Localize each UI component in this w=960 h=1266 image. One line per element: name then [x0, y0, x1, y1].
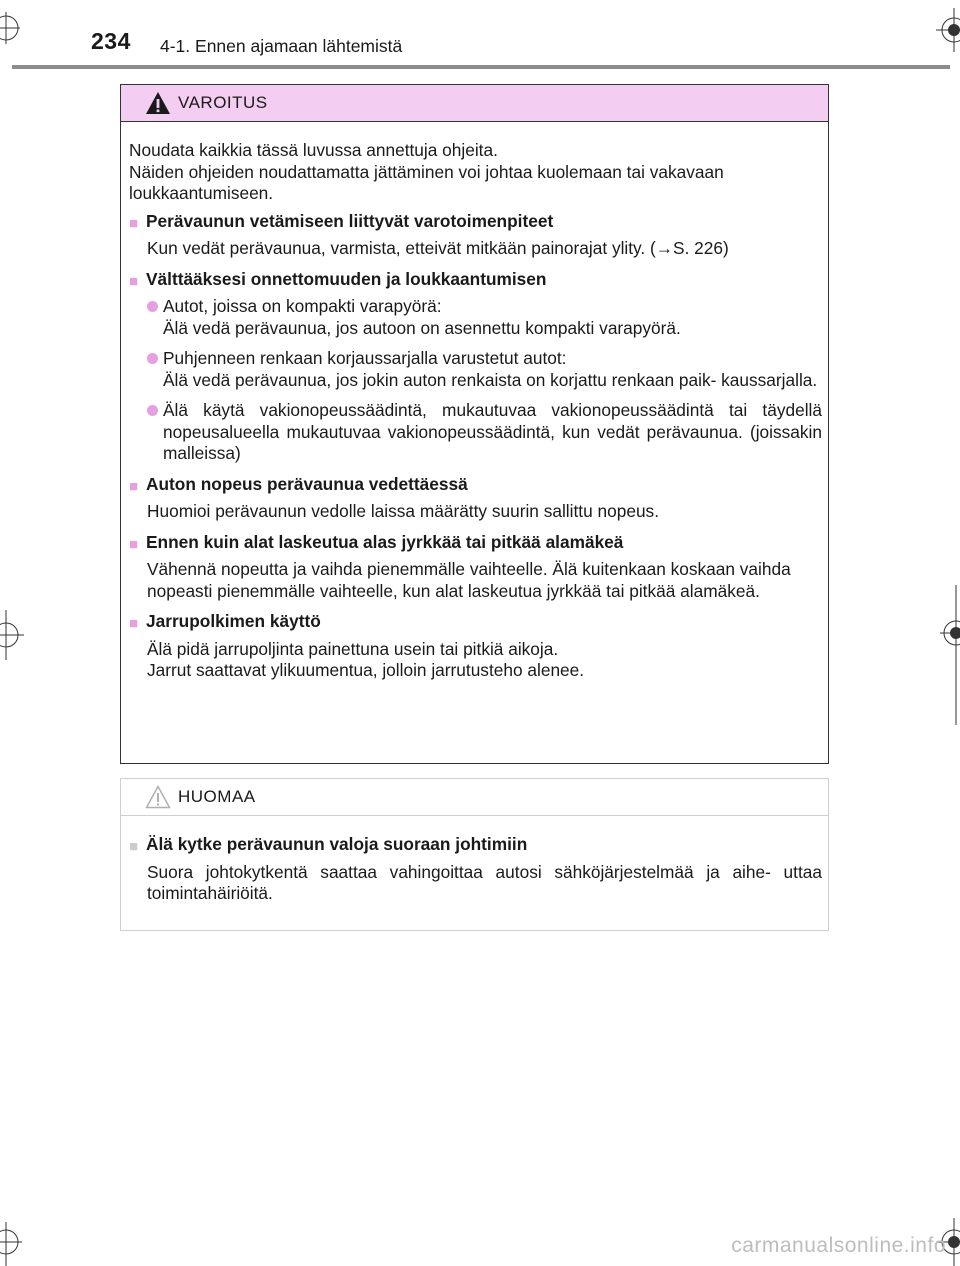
list-item: Älä käytä vakionopeussäädintä, mukautuvaa vakionopeussäädintä tai täydellä nopeusalueella mukautuvaa vakionopeussäädintä, kun vedät perävaunua. (joissakin malleissa) [129, 400, 822, 465]
warning-header [121, 85, 828, 122]
header-rule [12, 65, 950, 69]
crop-mark-bottom-left [0, 1222, 36, 1266]
square-bullet-icon: ■ [129, 535, 139, 553]
intro-line-2: Näiden ohjeiden noudattamatta jättäminen voi johtaa kuolemaan tai vakavaan loukkaantumiseen. [129, 161, 724, 203]
crop-mark-top-left [0, 8, 40, 48]
section-heading: ■ Auton nopeus perävaunua vedettäessä [129, 474, 822, 496]
section-title: 4-1. Ennen ajamaan lähtemistä [160, 36, 403, 56]
section-heading: ■ Jarrupolkimen käyttö [129, 611, 822, 633]
square-bullet-icon: ■ [129, 272, 139, 290]
round-bullet-icon [147, 405, 158, 416]
section-text: Kun vedät perävaunua, varmista, etteivät mitkään painorajat ylity. (→S. 226) [147, 238, 729, 258]
warning-box [120, 84, 829, 764]
square-bullet-icon: ■ [129, 838, 139, 855]
square-bullet-icon: ■ [129, 615, 139, 632]
notice-label: HUOMAA [178, 787, 256, 806]
section-text: Älä pidä jarrupoljinta painettuna usein tai pitkiä aikoja. Jarrut saattavat ylikuumentua, jolloin jarrutusteho alenee. [147, 638, 585, 680]
notice-header [121, 779, 828, 816]
square-bullet-icon: ■ [129, 214, 139, 232]
notice-text: Suora johtokytkentä saattaa vahingoittaa autosi sähköjärjestelmää ja aihe- uttaa toimintahäiriöitä. [147, 861, 822, 903]
section-heading: ■ Ennen kuin alat laskeutua alas jyrkkää tai pitkää alamäkeä [129, 532, 822, 554]
round-bullet-icon [147, 301, 158, 312]
crop-mark-mid-right [928, 585, 960, 725]
crop-mark-top-right [924, 8, 960, 52]
section-text: Huomioi perävaunun vedolle laissa määrätty suurin sallittu nopeus. [147, 501, 659, 521]
page-number: 234 [91, 28, 131, 54]
intro-line-1: Noudata kaikkia tässä luvussa annettuja ohjeita. [129, 140, 498, 160]
warning-triangle-icon [145, 91, 171, 115]
section-text: Vähennä nopeutta ja vaihda pienemmälle vaihteelle. Älä kuitenkaan koskaan vaihda nopeasti pienemmälle vaihteelle, kun alat laskeutua jyrkkää tai pitkää alamäkeä. [147, 559, 791, 601]
notice-body [121, 816, 828, 905]
warning-intro [129, 140, 822, 205]
warning-label: VAROITUS [178, 93, 268, 112]
round-bullet-icon [147, 353, 158, 364]
section-heading: ■ Perävaunun vetämiseen liittyvät varotoimenpiteet [129, 211, 822, 233]
list-item: Autot, joissa on kompakti varapyörä: Älä vedä perävaunua, jos autoon on asennettu kompakti varapyörä. [129, 296, 822, 339]
watermark: carmanualsonline.info [731, 1234, 946, 1257]
caution-triangle-outline-icon [145, 785, 171, 809]
list-item: Puhjenneen renkaan korjaussarjalla varustetut autot: Älä vedä perävaunua, jos jokin auton renkaista on korjattu renkaan paik- kaussarjalla. [129, 348, 822, 391]
warning-body [121, 122, 828, 682]
notice-box [120, 778, 829, 931]
notice-heading: ■ Älä kytke perävaunun valoja suoraan johtimiin [129, 834, 822, 856]
section-heading: ■ Välttääksesi onnettomuuden ja loukkaantumisen [129, 269, 822, 291]
crop-mark-mid-left [0, 610, 30, 660]
square-bullet-icon: ■ [129, 477, 139, 495]
